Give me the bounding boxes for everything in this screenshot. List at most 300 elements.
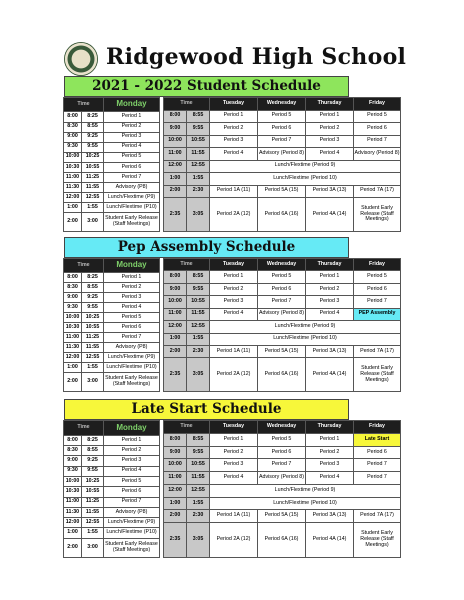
start-time: 9:00 [164,283,187,295]
end-time: 9:55 [82,466,104,476]
monday-day-header: Monday [104,421,160,436]
start-time: 10:30 [64,162,82,172]
period-cell: Period 3A (13) [306,510,354,523]
week-row [164,198,401,232]
end-time: 10:55 [187,296,210,308]
monday-row [64,538,160,557]
end-time: 10:25 [82,313,104,323]
period-cell: Period 5A (15) [258,510,306,523]
start-time: 11:30 [64,343,82,353]
start-time: 10:30 [64,487,82,497]
period-cell: Period 6 [354,446,401,459]
header-thursday: Thursday [306,421,354,434]
start-time: 2:00 [164,185,187,198]
monday-row [64,122,160,132]
week-table-late [163,420,401,558]
monday-period: Period 4 [104,466,160,476]
monday-row [64,323,160,333]
monday-period: Period 4 [104,303,160,313]
end-time: 2:30 [187,510,210,523]
start-time: 10:00 [64,313,82,323]
week-table-student [163,97,401,232]
period-cell: Period 4A (14) [306,198,354,232]
start-time: 12:00 [64,518,82,528]
monday-table-student [63,97,160,232]
week-row [164,523,401,558]
end-time: 9:55 [82,303,104,313]
section-title-student-schedule: 2021 - 2022 Student Schedule [64,76,349,97]
period-cell: Period 7 [258,459,306,472]
monday-period: Lunch/Flextime (P9) [104,353,160,363]
week-row [164,345,401,357]
monday-period: Period 1 [104,112,160,122]
header-tuesday: Tuesday [210,421,258,434]
start-time: 8:00 [164,271,187,283]
start-time: 1:00 [164,333,187,345]
end-time: 8:55 [82,283,104,293]
monday-day-header: Monday [104,259,160,273]
period-cell: Period 6 [354,123,401,136]
monday-time-header: Time [64,98,104,112]
period-cell: Period 5 [258,433,306,446]
monday-row [64,273,160,283]
monday-period: Lunch/Flextime (P9) [104,193,160,203]
start-time: 10:30 [64,323,82,333]
header-wednesday: Wednesday [258,98,306,111]
start-time: 2:35 [164,198,187,232]
monday-period: Period 7 [104,172,160,182]
end-time: 8:55 [187,433,210,446]
monday-time-header: Time [64,259,104,273]
monday-period: Period 6 [104,487,160,497]
end-time: 8:55 [82,446,104,456]
end-time: 3:00 [82,213,104,232]
end-time: 2:30 [187,185,210,198]
monday-period: Period 7 [104,333,160,343]
monday-row [64,162,160,172]
start-time: 8:30 [64,446,82,456]
monday-period: Period 3 [104,132,160,142]
period-cell: Period 7 [354,296,401,308]
period-cell: Period 5 [354,110,401,123]
monday-period: Advisory (P8) [104,343,160,353]
end-time: 10:55 [187,459,210,472]
monday-period: Period 3 [104,293,160,303]
week-row [164,135,401,148]
end-time: 11:55 [187,148,210,161]
header-tuesday: Tuesday [210,259,258,271]
period-cell: Period 6 [258,446,306,459]
monday-period: Period 7 [104,497,160,507]
end-time: 12:55 [187,160,210,173]
period-cell: Period 7A (17) [354,185,401,198]
period-cell: Period 7 [354,459,401,472]
monday-day-header: Monday [104,98,160,112]
section-title-late-start: Late Start Schedule [64,399,349,420]
start-time: 10:00 [164,296,187,308]
end-time: 3:05 [187,198,210,232]
monday-row [64,518,160,528]
end-time: 12:55 [82,353,104,363]
monday-period: Lunch/Flextime (P10) [104,203,160,213]
week-row [164,484,401,497]
start-time: 1:00 [164,497,187,510]
period-cell: Advisory (Period 8) [354,148,401,161]
end-time: 11:55 [82,507,104,517]
end-time: 9:25 [82,456,104,466]
monday-row [64,203,160,213]
period-cell: Period 2 [210,283,258,295]
end-time: 8:25 [82,273,104,283]
period-cell: Period 1 [210,271,258,283]
header-friday: Friday [354,98,401,111]
monday-row [64,363,160,373]
end-time: 9:55 [187,123,210,136]
start-time: 10:00 [64,152,82,162]
week-row [164,459,401,472]
start-time: 10:00 [164,135,187,148]
section-title-pep-assembly: Pep Assembly Schedule [64,237,349,258]
start-time: 2:00 [64,538,82,557]
end-time: 2:30 [187,345,210,357]
start-time: 9:30 [64,142,82,152]
period-cell: Period 7 [354,472,401,485]
period-cell: Period 7 [258,296,306,308]
end-time: 11:55 [187,308,210,320]
end-time: 11:25 [82,172,104,182]
start-time: 12:00 [64,353,82,363]
monday-period: Advisory (P8) [104,507,160,517]
period-cell: Period 2 [306,446,354,459]
header-friday: Friday [354,421,401,434]
period-cell: Period 4A (14) [306,358,354,392]
start-time: 1:00 [64,528,82,538]
monday-row [64,435,160,445]
period-cell: Advisory (Period 8) [258,308,306,320]
week-row [164,433,401,446]
end-time: 11:25 [82,497,104,507]
end-time: 9:55 [187,446,210,459]
monday-row [64,477,160,487]
period-cell: Period 3 [210,459,258,472]
period-cell: Advisory (Period 8) [258,148,306,161]
monday-row [64,456,160,466]
monday-row [64,112,160,122]
monday-row [64,283,160,293]
end-time: 1:55 [82,203,104,213]
monday-period: Lunch/Flextime (P10) [104,363,160,373]
monday-row [64,313,160,323]
monday-row [64,183,160,193]
week-row [164,446,401,459]
end-time: 8:25 [82,435,104,445]
start-time: 9:00 [164,446,187,459]
week-row [164,110,401,123]
period-cell: Student Early Release (Staff Meetings) [354,358,401,392]
monday-row [64,152,160,162]
header-tuesday: Tuesday [210,98,258,111]
lunch-flextime-cell: Lunch/Flextime (Period 10) [210,497,401,510]
start-time: 11:30 [64,183,82,193]
monday-row [64,466,160,476]
week-row [164,185,401,198]
period-cell: Period 2 [210,123,258,136]
period-cell: Period 3 [306,135,354,148]
period-cell: Period 6 [354,283,401,295]
end-time: 10:25 [82,152,104,162]
period-cell: Period 7 [258,135,306,148]
period-cell: Period 2A (12) [210,358,258,392]
end-time: 1:55 [82,363,104,373]
start-time: 8:30 [64,122,82,132]
week-row [164,321,401,333]
end-time: 9:55 [187,283,210,295]
end-time: 12:55 [187,321,210,333]
period-cell: Period 3 [210,296,258,308]
end-time: 12:55 [82,518,104,528]
lunch-flextime-cell: Lunch/Flextime (Period 9) [210,321,401,333]
period-cell: Period 7A (17) [354,345,401,357]
end-time: 8:55 [82,122,104,132]
monday-row [64,343,160,353]
week-row [164,123,401,136]
period-cell: Period 2A (12) [210,198,258,232]
monday-period: Period 5 [104,313,160,323]
period-cell: Period 3 [210,135,258,148]
monday-row [64,353,160,363]
start-time: 1:00 [64,203,82,213]
start-time: 2:00 [164,345,187,357]
start-time: 9:00 [64,132,82,142]
monday-period: Student Early Release (Staff Meetings) [104,213,160,232]
header-friday: Friday [354,259,401,271]
end-time: 12:55 [187,484,210,497]
start-time: 9:00 [164,123,187,136]
end-time: 3:05 [187,523,210,558]
start-time: 1:00 [164,173,187,186]
week-row [164,271,401,283]
monday-period: Lunch/Flextime (P10) [104,528,160,538]
start-time: 2:35 [164,358,187,392]
end-time: 11:55 [187,472,210,485]
end-time: 9:25 [82,293,104,303]
period-cell: Period 3 [306,459,354,472]
lunch-flextime-cell: Lunch/Flextime (Period 10) [210,333,401,345]
period-cell: Period 1 [210,433,258,446]
monday-period: Period 6 [104,162,160,172]
monday-period: Period 2 [104,446,160,456]
week-row [164,173,401,186]
start-time: 11:00 [64,333,82,343]
monday-row [64,528,160,538]
end-time: 12:55 [82,193,104,203]
monday-row [64,303,160,313]
week-row [164,308,401,320]
period-cell: Period 1A (11) [210,185,258,198]
monday-table-pep [63,258,160,392]
period-cell: Period 6 [258,123,306,136]
monday-row [64,132,160,142]
monday-period: Period 4 [104,142,160,152]
monday-period: Period 3 [104,456,160,466]
monday-row [64,193,160,203]
period-cell: Period 2 [306,283,354,295]
header-thursday: Thursday [306,259,354,271]
period-cell: Student Early Release (Staff Meetings) [354,198,401,232]
period-cell: Period 4 [306,148,354,161]
start-time: 2:00 [164,510,187,523]
start-time: 8:00 [164,110,187,123]
period-cell: Late Start [354,433,401,446]
monday-row [64,293,160,303]
period-cell: Period 2 [306,123,354,136]
period-cell: Period 6A (16) [258,523,306,558]
monday-row [64,333,160,343]
end-time: 1:55 [187,333,210,345]
period-cell: Period 1 [306,433,354,446]
start-time: 11:00 [164,148,187,161]
period-cell: Period 1 [306,271,354,283]
start-time: 10:00 [164,459,187,472]
period-cell: Period 1 [306,110,354,123]
monday-time-header: Time [64,421,104,436]
period-cell: Period 3 [306,296,354,308]
week-row [164,333,401,345]
end-time: 8:25 [82,112,104,122]
monday-table-late [63,420,160,558]
start-time: 11:30 [64,507,82,517]
week-row [164,148,401,161]
end-time: 10:55 [82,323,104,333]
monday-row [64,142,160,152]
monday-period: Period 5 [104,477,160,487]
period-cell: Period 4A (14) [306,523,354,558]
end-time: 11:55 [82,183,104,193]
end-time: 8:55 [187,110,210,123]
end-time: 10:25 [82,477,104,487]
end-time: 9:25 [82,132,104,142]
start-time: 8:00 [64,112,82,122]
monday-period: Student Early Release (Staff Meetings) [104,373,160,392]
monday-row [64,172,160,182]
period-cell: Period 1A (11) [210,345,258,357]
period-cell: Period 5 [354,271,401,283]
monday-row [64,373,160,392]
start-time: 8:00 [64,273,82,283]
start-time: 12:00 [164,321,187,333]
monday-row [64,487,160,497]
period-cell: Period 1 [210,110,258,123]
lunch-flextime-cell: Lunch/Flextime (Period 9) [210,484,401,497]
monday-period: Student Early Release (Staff Meetings) [104,538,160,557]
period-cell: Period 4 [306,308,354,320]
start-time: 2:00 [64,373,82,392]
school-title: Ridgewood High School [106,44,407,70]
week-time-header: Time [164,421,210,434]
period-cell: Student Early Release (Staff Meetings) [354,523,401,558]
end-time: 11:55 [82,343,104,353]
start-time: 11:00 [164,472,187,485]
end-time: 10:55 [82,162,104,172]
week-row [164,296,401,308]
monday-row [64,213,160,232]
lunch-flextime-cell: Lunch/Flextime (Period 10) [210,173,401,186]
start-time: 11:00 [64,497,82,507]
end-time: 10:55 [187,135,210,148]
week-time-header: Time [164,259,210,271]
start-time: 9:00 [64,293,82,303]
period-cell: Period 5A (15) [258,185,306,198]
end-time: 10:55 [82,487,104,497]
period-cell: Period 3A (13) [306,345,354,357]
header-wednesday: Wednesday [258,421,306,434]
start-time: 2:00 [64,213,82,232]
end-time: 3:05 [187,358,210,392]
period-cell: Period 5 [258,110,306,123]
end-time: 11:25 [82,333,104,343]
header-wednesday: Wednesday [258,259,306,271]
period-cell: Period 4 [210,148,258,161]
monday-row [64,446,160,456]
end-time: 9:55 [82,142,104,152]
period-cell: Period 2 [210,446,258,459]
period-cell: Period 2A (12) [210,523,258,558]
week-row [164,510,401,523]
period-cell: PEP Assembly [354,308,401,320]
period-cell: Advisory (Period 8) [258,472,306,485]
monday-period: Period 1 [104,273,160,283]
period-cell: Period 5 [258,271,306,283]
end-time: 8:55 [187,271,210,283]
week-row [164,472,401,485]
start-time: 12:00 [164,160,187,173]
period-cell: Period 7 [354,135,401,148]
monday-period: Advisory (P8) [104,183,160,193]
week-row [164,283,401,295]
start-time: 9:30 [64,466,82,476]
week-row [164,358,401,392]
monday-period: Period 2 [104,122,160,132]
end-time: 1:55 [187,173,210,186]
lunch-flextime-cell: Lunch/Flextime (Period 9) [210,160,401,173]
week-time-header: Time [164,98,210,111]
end-time: 3:00 [82,373,104,392]
header-thursday: Thursday [306,98,354,111]
start-time: 2:35 [164,523,187,558]
monday-period: Period 6 [104,323,160,333]
start-time: 12:00 [164,484,187,497]
period-cell: Period 7A (17) [354,510,401,523]
start-time: 9:30 [64,303,82,313]
period-cell: Period 6A (16) [258,198,306,232]
school-seal-icon [64,42,98,76]
monday-period: Period 2 [104,283,160,293]
end-time: 1:55 [187,497,210,510]
period-cell: Period 4 [306,472,354,485]
start-time: 8:00 [64,435,82,445]
end-time: 1:55 [82,528,104,538]
start-time: 11:00 [64,172,82,182]
period-cell: Period 4 [210,308,258,320]
start-time: 12:00 [64,193,82,203]
start-time: 1:00 [64,363,82,373]
week-table-pep [163,258,401,392]
period-cell: Period 6 [258,283,306,295]
monday-row [64,507,160,517]
week-row [164,160,401,173]
end-time: 3:00 [82,538,104,557]
monday-period: Period 5 [104,152,160,162]
